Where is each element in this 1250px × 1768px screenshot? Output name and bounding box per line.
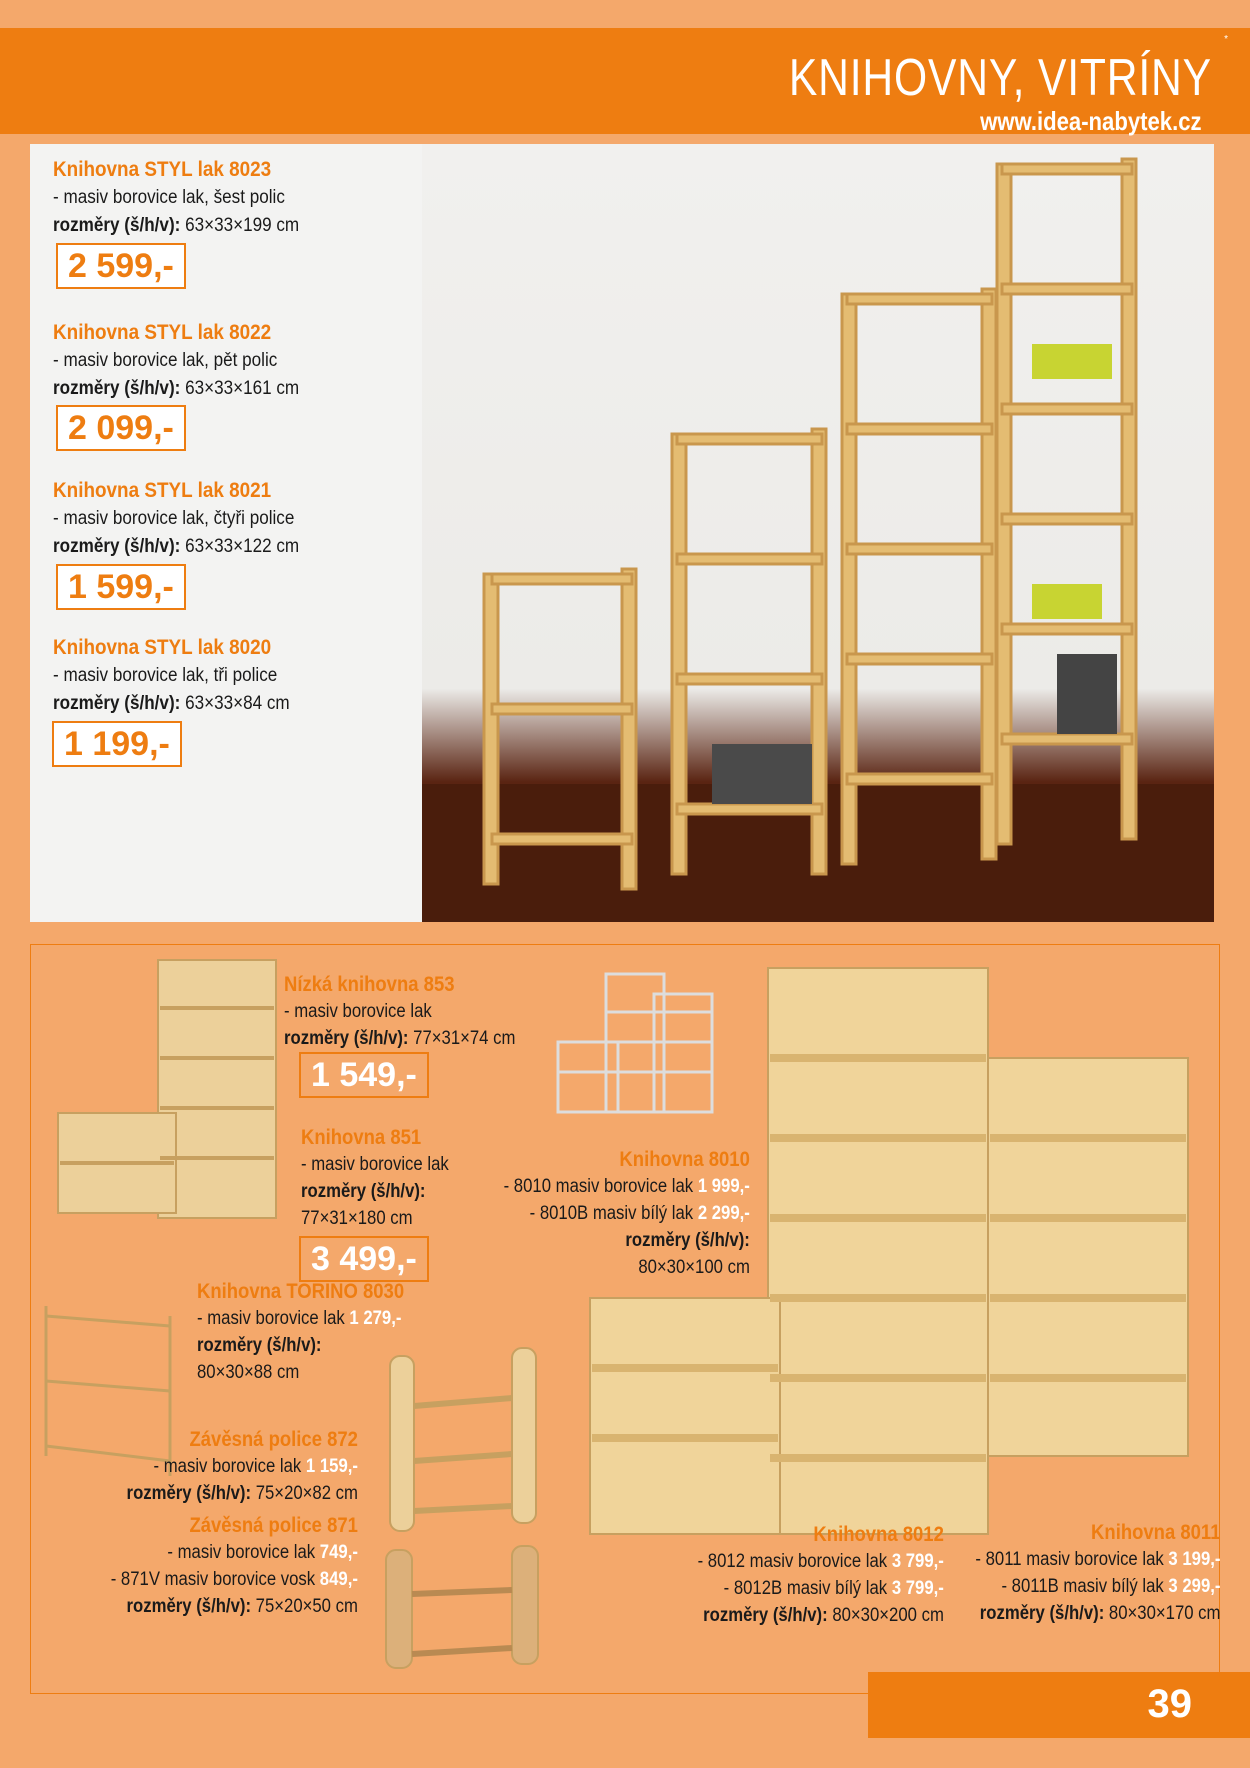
product-price: 2 299,- bbox=[697, 1203, 750, 1224]
product-desc: - masiv borovice lak bbox=[167, 1542, 316, 1563]
product-desc: - 8010 masiv borovice lak bbox=[503, 1176, 694, 1197]
product-desc: - masiv borovice lak, pět polic bbox=[53, 350, 278, 371]
corner-mark: * bbox=[1224, 34, 1228, 45]
product-price: 3 199,- bbox=[1167, 1549, 1220, 1570]
product-name: Knihovna 8012 bbox=[813, 1523, 944, 1546]
product-desc: - 8011 masiv borovice lak bbox=[974, 1549, 1164, 1570]
product-desc: - masiv borovice lak, čtyři police bbox=[53, 508, 295, 529]
product-price: 1 159,- bbox=[305, 1456, 358, 1477]
price-8022: 2 099,- bbox=[56, 405, 186, 451]
page-number-box bbox=[868, 1672, 1250, 1738]
dims-value: 80×30×88 cm bbox=[197, 1362, 300, 1383]
product-8012 bbox=[698, 1521, 944, 1629]
dims-value: 80×30×170 cm bbox=[1108, 1603, 1220, 1624]
product-price: 1 279,- bbox=[349, 1308, 402, 1329]
dims-value: 80×30×200 cm bbox=[832, 1605, 944, 1626]
product-871 bbox=[111, 1512, 358, 1620]
knihovna-851-853-image bbox=[56, 958, 281, 1250]
product-price: 1 999,- bbox=[697, 1176, 750, 1197]
price-853: 1 549,- bbox=[299, 1052, 429, 1098]
product-desc: - 871V masiv borovice vosk bbox=[110, 1569, 316, 1590]
dims-value: 77×31×74 cm bbox=[413, 1028, 516, 1049]
product-styl-8023 bbox=[53, 156, 299, 240]
price-8023: 2 599,- bbox=[56, 243, 186, 289]
product-872 bbox=[127, 1426, 358, 1507]
product-853 bbox=[284, 971, 515, 1052]
product-desc: - 8010B masiv bílý lak bbox=[529, 1203, 694, 1224]
price-851: 3 499,- bbox=[299, 1236, 429, 1282]
dims-value: 63×33×84 cm bbox=[185, 693, 290, 714]
dims-label: rozměry (š/h/v): bbox=[703, 1605, 828, 1626]
product-price: 749,- bbox=[319, 1542, 358, 1563]
product-name: Knihovna STYL lak 8023 bbox=[53, 158, 272, 181]
product-price: 849,- bbox=[319, 1569, 358, 1590]
dims-value: 77×31×180 cm bbox=[301, 1208, 413, 1229]
dims-value: 63×33×161 cm bbox=[185, 378, 300, 399]
product-desc: - 8011B masiv bílý lak bbox=[1000, 1576, 1164, 1597]
zavesna-police-871-image bbox=[384, 1544, 542, 1670]
page-number: 39 bbox=[1147, 1682, 1192, 1726]
product-name: Nízká knihovna 853 bbox=[284, 973, 455, 996]
website-link[interactable]: www.idea-nabytek.cz bbox=[980, 106, 1202, 136]
product-desc: - masiv borovice lak, šest polic bbox=[53, 187, 285, 208]
product-name: Knihovna TORINO 8030 bbox=[197, 1280, 405, 1303]
dims-label: rozměry (š/h/v): bbox=[126, 1596, 252, 1617]
dims-value: 75×20×50 cm bbox=[255, 1596, 358, 1617]
dims-label: rozměry (š/h/v): bbox=[979, 1603, 1104, 1624]
product-desc: - 8012B masiv bílý lak bbox=[723, 1578, 888, 1599]
product-price: 3 799,- bbox=[891, 1551, 944, 1572]
product-price: 3 799,- bbox=[891, 1578, 944, 1599]
dims-value: 63×33×122 cm bbox=[185, 536, 300, 557]
product-styl-8020 bbox=[53, 634, 290, 718]
product-name: Knihovna 851 bbox=[301, 1126, 422, 1149]
dims-label: rozměry (š/h/v): bbox=[301, 1181, 426, 1202]
product-desc: - masiv borovice lak bbox=[153, 1456, 302, 1477]
product-name: Knihovna 8011 bbox=[1090, 1521, 1220, 1544]
product-desc: - 8012 masiv borovice lak bbox=[697, 1551, 888, 1572]
product-desc: - masiv borovice lak bbox=[301, 1154, 449, 1175]
dims-label: rozměry (š/h/v): bbox=[53, 215, 181, 236]
product-desc: - masiv borovice lak bbox=[284, 1001, 432, 1022]
product-8010 bbox=[504, 1146, 750, 1281]
price-8021: 1 599,- bbox=[56, 564, 186, 610]
product-styl-8022 bbox=[53, 319, 299, 403]
product-name: Závěsná police 872 bbox=[189, 1428, 358, 1451]
product-8011 bbox=[975, 1519, 1220, 1627]
product-name: Knihovna 8010 bbox=[619, 1148, 750, 1171]
dims-value: 63×33×199 cm bbox=[185, 215, 300, 236]
product-styl-8021 bbox=[53, 477, 299, 561]
styl-shelves-photo bbox=[422, 144, 1214, 922]
product-name: Knihovna STYL lak 8021 bbox=[53, 479, 272, 502]
zavesna-police-872-image bbox=[388, 1346, 540, 1536]
product-851 bbox=[301, 1124, 449, 1232]
dims-label: rozměry (š/h/v): bbox=[126, 1483, 252, 1504]
dims-label: rozměry (š/h/v): bbox=[625, 1230, 750, 1251]
dims-label: rozměry (š/h/v): bbox=[53, 693, 181, 714]
dims-label: rozměry (š/h/v): bbox=[284, 1028, 409, 1049]
product-torino-8030 bbox=[197, 1278, 404, 1386]
dims-value: 75×20×82 cm bbox=[255, 1483, 358, 1504]
product-name: Závěsná police 871 bbox=[189, 1514, 358, 1537]
product-desc: - masiv borovice lak bbox=[197, 1308, 345, 1329]
dims-value: 80×30×100 cm bbox=[638, 1257, 750, 1278]
dims-label: rozměry (š/h/v): bbox=[53, 536, 181, 557]
product-name: Knihovna STYL lak 8020 bbox=[53, 636, 272, 659]
product-price: 3 299,- bbox=[1167, 1576, 1220, 1597]
dims-label: rozměry (š/h/v): bbox=[53, 378, 181, 399]
dims-label: rozměry (š/h/v): bbox=[197, 1335, 322, 1356]
price-8020: 1 199,- bbox=[52, 721, 182, 767]
product-name: Knihovna STYL lak 8022 bbox=[53, 321, 272, 344]
product-desc: - masiv borovice lak, tři police bbox=[53, 665, 278, 686]
page-title: KNIHOVNY, VITRÍNY bbox=[788, 49, 1212, 107]
